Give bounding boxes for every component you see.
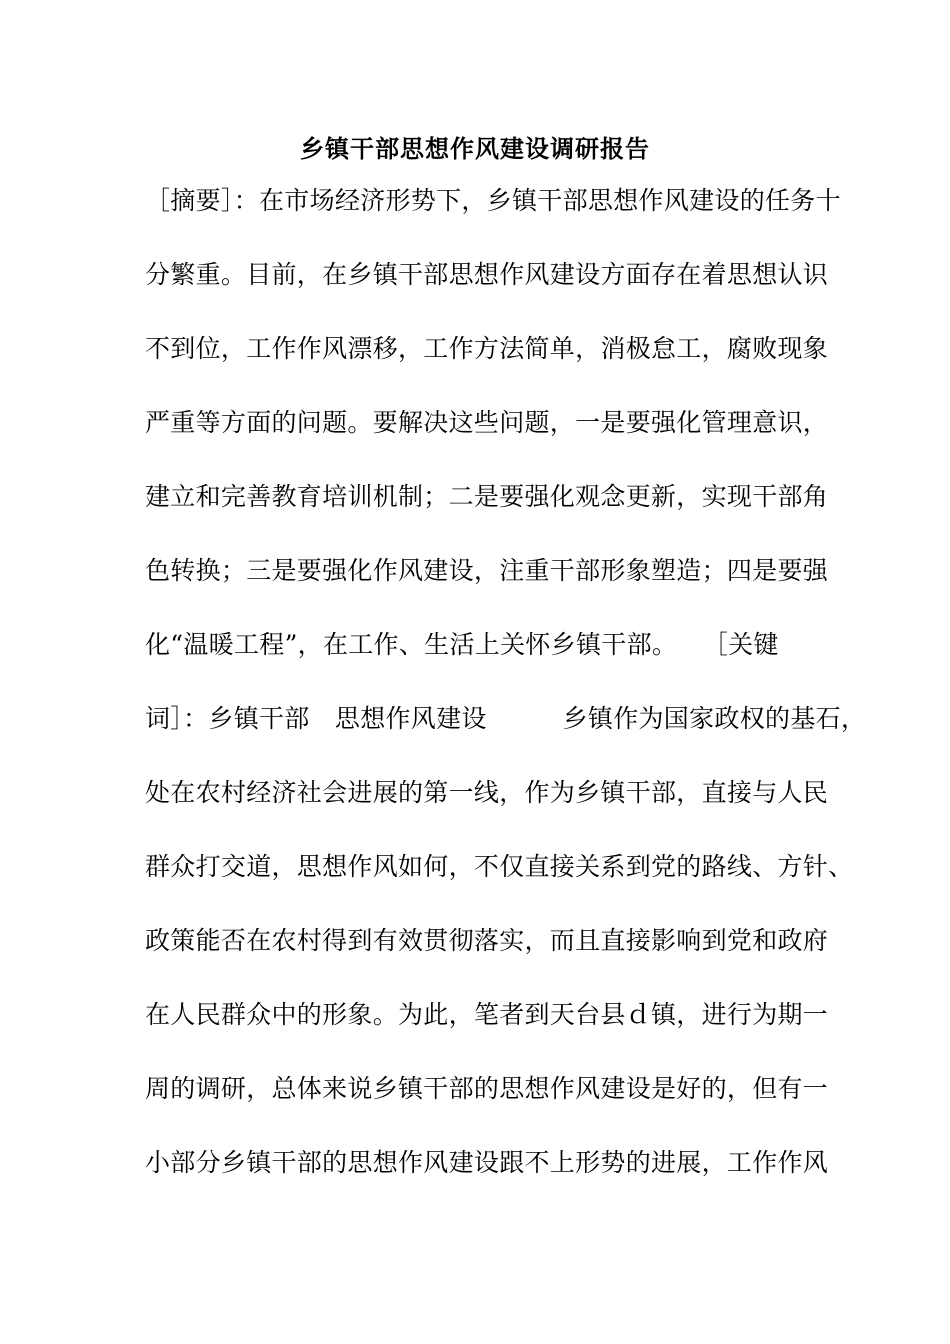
- body-line: 建立和完善教育培训机制；二是要强化观念更新，实现干部角: [145, 482, 829, 511]
- body-line: 周的调研，总体来说乡镇干部的思想作风建设是好的，但有一: [145, 1074, 829, 1103]
- document-title: 乡镇干部思想作风建设调研报告: [300, 135, 650, 163]
- body-line: 色转换；三是要强化作风建设，注重干部形象塑造；四是要强: [145, 556, 829, 585]
- body-line: 词］：乡镇干部 思想作风建设 乡镇作为国家政权的基石，: [145, 704, 867, 733]
- body-line: 小部分乡镇干部的思想作风建设跟不上形势的进展，工作作风: [145, 1148, 829, 1177]
- body-line: 处在农村经济社会进展的第一线，作为乡镇干部，直接与人民: [145, 778, 829, 807]
- body-line: 不到位，工作作风漂移，工作方法简单，消极怠工，腐败现象: [145, 334, 829, 363]
- body-line: 群众打交道，思想作风如何，不仅直接关系到党的路线、方针、: [145, 852, 854, 881]
- body-line: 化“温暖工程”，在工作、生活上关怀乡镇干部。 ［关键: [145, 630, 779, 659]
- body-line: 分繁重。目前，在乡镇干部思想作风建设方面存在着思想认识: [145, 260, 829, 289]
- body-line: 在人民群众中的形象。为此，笔者到天台县ｄ镇，进行为期一: [145, 1000, 829, 1029]
- body-line: 严重等方面的问题。要解决这些问题，一是要强化管理意识，: [145, 408, 829, 437]
- document-body: [145, 181, 867, 1217]
- body-line: 政策能否在农村得到有效贯彻落实，而且直接影响到党和政府: [145, 926, 829, 955]
- body-line: ［摘要］：在市场经济形势下，乡镇干部思想作风建设的任务十: [145, 186, 841, 215]
